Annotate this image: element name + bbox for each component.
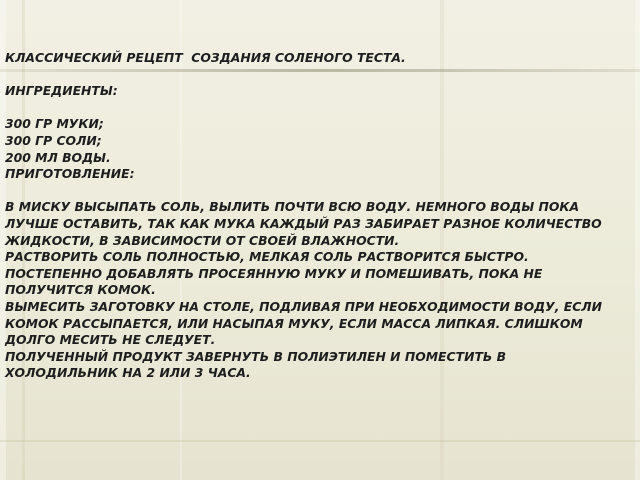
ingredient-item: 300 ГР МУКИ; [5,116,104,132]
spacer [5,67,630,84]
recipe-title: КЛАССИЧЕСКИЙ РЕЦЕПТ СОЗДАНИЯ СОЛЕНОГО ТЕСТА. [5,50,406,65]
ingredient-item: 200 МЛ ВОДЫ. [5,149,111,165]
step-line: КОМОК РАССЫПАЕТСЯ, ИЛИ НАСЫПАЯ МУКУ, ЕСЛИ МАССА ЛИПКАЯ. СЛИШКОМ [5,315,583,331]
step-line: ХОЛОДИЛЬНИК НА 2 ИЛИ 3 ЧАСА. [5,365,251,381]
background-stripe [635,0,640,480]
spacer [5,100,630,117]
ingredient-item: 300 ГР СОЛИ; [5,132,102,148]
background-stripe [0,440,640,442]
step-line: ЖИДКОСТИ, В ЗАВИСИМОСТИ ОТ СВОЕЙ ВЛАЖНОСТИ. [5,232,400,248]
step-line: ПОЛУЧЕННЫЙ ПРОДУКТ ЗАВЕРНУТЬ В ПОЛИЭТИЛЕН И ПОМЕСТИТЬ В [5,348,507,364]
spacer [5,183,630,200]
step-line: ВЫМЕСИТЬ ЗАГОТОВКУ НА СТОЛЕ, ПОДЛИВАЯ ПРИ НЕОБХОДИМОСТИ ВОДУ, ЕСЛИ [5,298,602,314]
step-line: В МИСКУ ВЫСЫПАТЬ СОЛЬ, ВЫЛИТЬ ПОЧТИ ВСЮ ВОДУ. НЕМНОГО ВОДЫ ПОКА [5,199,580,215]
recipe-text [5,50,630,382]
step-line: РАСТВОРИТЬ СОЛЬ ПОЛНОСТЬЮ, МЕЛКАЯ СОЛЬ РАСТВОРИТСЯ БЫСТРО. [5,249,529,265]
preparation-heading: ПРИГОТОВЛЕНИЕ: [5,166,135,182]
ingredients-heading: ИНГРЕДИЕНТЫ: [5,83,118,99]
step-line: ПОЛУЧИТСЯ КОМОК. [5,282,156,298]
step-line: ДОЛГО МЕСИТЬ НЕ СЛЕДУЕТ. [5,332,216,348]
step-line: ЛУЧШЕ ОСТАВИТЬ, ТАК КАК МУКА КАЖДЫЙ РАЗ ЗАБИРАЕТ РАЗНОЕ КОЛИЧЕСТВО [5,215,602,231]
step-line: ПОСТЕПЕННО ДОБАВЛЯТЬ ПРОСЕЯННУЮ МУКУ И ПОМЕШИВАТЬ, ПОКА НЕ [5,265,543,281]
